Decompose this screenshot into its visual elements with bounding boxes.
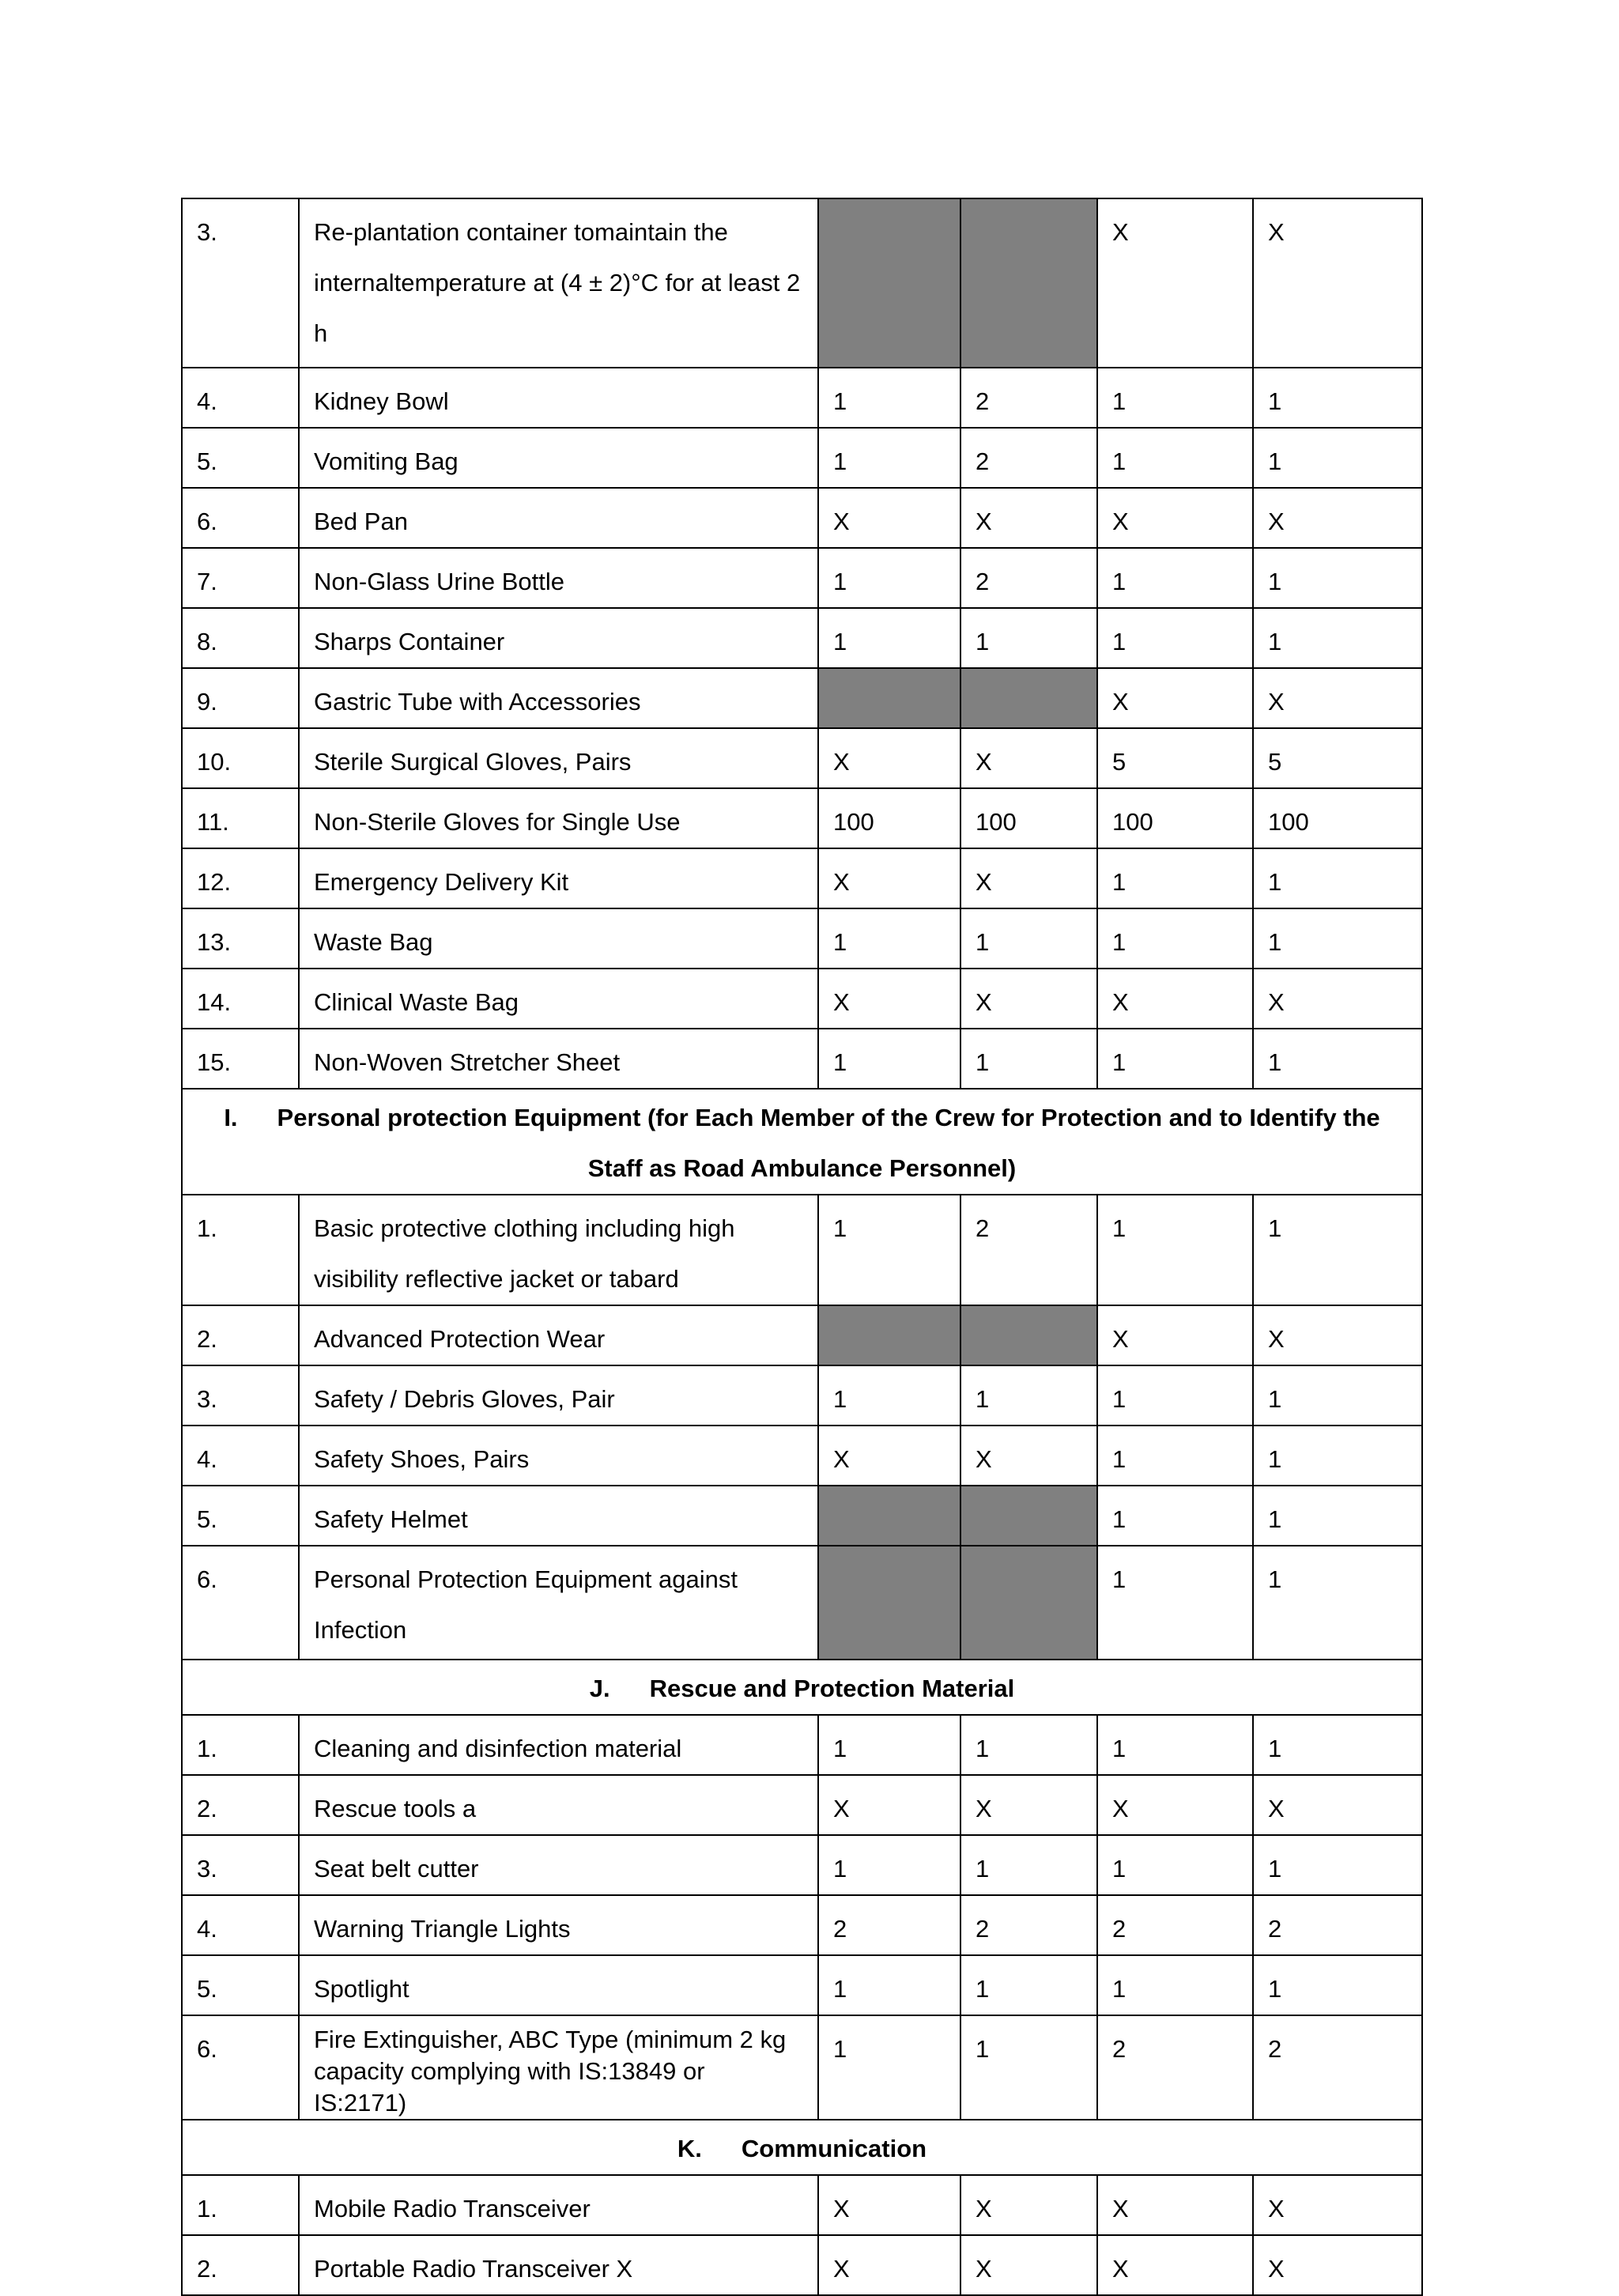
table-row (182, 1715, 1422, 1775)
table-row (182, 728, 1422, 788)
quantity-cell-col2: 2 (960, 548, 1097, 608)
item-number-cell: 5. (182, 428, 299, 488)
quantity-cell-col2: X (960, 728, 1097, 788)
quantity-cell-col4: X (1253, 1775, 1422, 1835)
item-description-cell: Emergency Delivery Kit (299, 848, 818, 908)
quantity-cell-col3: 100 (1097, 788, 1253, 848)
item-description-cell: Spotlight (299, 1955, 818, 2015)
quantity-cell-col3: X (1097, 668, 1253, 728)
table-row (182, 848, 1422, 908)
quantity-cell-col3: 1 (1097, 1955, 1253, 2015)
quantity-cell-col2 (960, 1546, 1097, 1660)
quantity-cell-col1: 1 (818, 1195, 960, 1305)
item-description-cell: Safety Helmet (299, 1486, 818, 1546)
item-description-cell: Rescue tools a (299, 1775, 818, 1835)
section-title: Rescue and Protection Material (649, 1675, 1015, 1702)
item-description-cell: Fire Extinguisher, ABC Type (minimum 2 kg capacity complying with IS:13849 or IS:2171) (299, 2015, 818, 2120)
quantity-cell-col1: 1 (818, 1029, 960, 1089)
quantity-cell-col3: 1 (1097, 1029, 1253, 1089)
item-number-cell: 3. (182, 1365, 299, 1426)
item-description-cell: Vomiting Bag (299, 428, 818, 488)
quantity-cell-col2: 1 (960, 1365, 1097, 1426)
quantity-cell-col4: 1 (1253, 548, 1422, 608)
item-description-cell: Clinical Waste Bag (299, 969, 818, 1029)
table-row (182, 608, 1422, 668)
section-title: Communication (741, 2135, 927, 2162)
quantity-cell-col2: 1 (960, 1835, 1097, 1895)
quantity-cell-col4: X (1253, 2175, 1422, 2235)
item-description-cell: Gastric Tube with Accessories (299, 668, 818, 728)
item-number-cell: 6. (182, 2015, 299, 2120)
quantity-cell-col1 (818, 198, 960, 368)
quantity-cell-col1: X (818, 488, 960, 548)
item-description-cell: Safety Shoes, Pairs (299, 1426, 818, 1486)
quantity-cell-col4: X (1253, 1305, 1422, 1365)
quantity-cell-col4: 100 (1253, 788, 1422, 848)
table-row (182, 1486, 1422, 1546)
item-number-cell: 4. (182, 1895, 299, 1955)
quantity-cell-col4: 1 (1253, 1486, 1422, 1546)
item-number-cell: 5. (182, 1955, 299, 2015)
quantity-cell-col3: 1 (1097, 1715, 1253, 1775)
quantity-cell-col2: 1 (960, 2015, 1097, 2120)
item-number-cell: 2. (182, 1775, 299, 1835)
table-row (182, 488, 1422, 548)
quantity-cell-col2: X (960, 848, 1097, 908)
item-description-cell: Warning Triangle Lights (299, 1895, 818, 1955)
quantity-cell-col1: X (818, 2235, 960, 2295)
quantity-cell-col4: 1 (1253, 1546, 1422, 1660)
table-row (182, 1835, 1422, 1895)
table-row (182, 1195, 1422, 1305)
table-row (182, 2175, 1422, 2235)
item-description-cell: Advanced Protection Wear (299, 1305, 818, 1365)
section-letter: I. (224, 1104, 238, 1131)
quantity-cell-col4: 1 (1253, 1029, 1422, 1089)
item-number-cell: 10. (182, 728, 299, 788)
section-header-row (182, 2120, 1422, 2175)
item-number-cell: 13. (182, 908, 299, 969)
table-row (182, 368, 1422, 428)
quantity-cell-col1: X (818, 728, 960, 788)
quantity-cell-col2 (960, 198, 1097, 368)
quantity-cell-col1: X (818, 969, 960, 1029)
quantity-cell-col2: 1 (960, 908, 1097, 969)
quantity-cell-col4: 1 (1253, 428, 1422, 488)
section-header-row (182, 1089, 1422, 1195)
section-header-cell (182, 2120, 1422, 2175)
quantity-cell-col3: X (1097, 488, 1253, 548)
item-number-cell: 2. (182, 2235, 299, 2295)
quantity-cell-col4: 1 (1253, 1715, 1422, 1775)
quantity-cell-col1: 1 (818, 368, 960, 428)
quantity-cell-col3: 1 (1097, 848, 1253, 908)
section-header-cell (182, 1089, 1422, 1195)
quantity-cell-col4: X (1253, 488, 1422, 548)
quantity-cell-col1 (818, 668, 960, 728)
quantity-cell-col3: 1 (1097, 1195, 1253, 1305)
quantity-cell-col4: 1 (1253, 848, 1422, 908)
quantity-cell-col4: X (1253, 2235, 1422, 2295)
quantity-cell-col4: X (1253, 198, 1422, 368)
quantity-cell-col1: 1 (818, 548, 960, 608)
quantity-cell-col4: 2 (1253, 2015, 1422, 2120)
quantity-cell-col1: 1 (818, 608, 960, 668)
item-number-cell: 3. (182, 198, 299, 368)
quantity-cell-col1: X (818, 1775, 960, 1835)
quantity-cell-col4: 1 (1253, 1426, 1422, 1486)
quantity-cell-col1: 1 (818, 1365, 960, 1426)
item-description-cell: Mobile Radio Transceiver (299, 2175, 818, 2235)
quantity-cell-col1: X (818, 848, 960, 908)
quantity-cell-col1 (818, 1486, 960, 1546)
quantity-cell-col3: 1 (1097, 1835, 1253, 1895)
quantity-cell-col3: 5 (1097, 728, 1253, 788)
quantity-cell-col1: 1 (818, 1715, 960, 1775)
quantity-cell-col1: 2 (818, 1895, 960, 1955)
quantity-cell-col4: 1 (1253, 908, 1422, 969)
quantity-cell-col2: X (960, 488, 1097, 548)
quantity-cell-col4: X (1253, 668, 1422, 728)
quantity-cell-col1: 1 (818, 908, 960, 969)
quantity-cell-col1: X (818, 1426, 960, 1486)
quantity-cell-col3: X (1097, 2235, 1253, 2295)
item-number-cell: 1. (182, 1195, 299, 1305)
quantity-cell-col4: 1 (1253, 1195, 1422, 1305)
item-description-cell: Safety / Debris Gloves, Pair (299, 1365, 818, 1426)
quantity-cell-col4: 1 (1253, 368, 1422, 428)
item-number-cell: 5. (182, 1486, 299, 1546)
quantity-cell-col4: X (1253, 969, 1422, 1029)
quantity-cell-col2 (960, 1305, 1097, 1365)
quantity-cell-col4: 1 (1253, 608, 1422, 668)
quantity-cell-col3: X (1097, 1305, 1253, 1365)
quantity-cell-col1 (818, 1546, 960, 1660)
table-row (182, 1775, 1422, 1835)
quantity-cell-col2: 2 (960, 428, 1097, 488)
item-number-cell: 6. (182, 488, 299, 548)
quantity-cell-col2: X (960, 2235, 1097, 2295)
item-description-cell: Kidney Bowl (299, 368, 818, 428)
item-description-cell: Non-Glass Urine Bottle (299, 548, 818, 608)
quantity-cell-col2: 1 (960, 1029, 1097, 1089)
table-row (182, 198, 1422, 368)
item-number-cell: 9. (182, 668, 299, 728)
quantity-cell-col3: 1 (1097, 1365, 1253, 1426)
quantity-cell-col4: 1 (1253, 1365, 1422, 1426)
quantity-cell-col2: 2 (960, 1195, 1097, 1305)
item-description-cell: Bed Pan (299, 488, 818, 548)
quantity-cell-col3: 1 (1097, 608, 1253, 668)
table-row (182, 548, 1422, 608)
table-row (182, 1305, 1422, 1365)
quantity-cell-col2 (960, 668, 1097, 728)
section-header-row (182, 1660, 1422, 1715)
item-description-cell: Cleaning and disinfection material (299, 1715, 818, 1775)
quantity-cell-col1: 1 (818, 428, 960, 488)
quantity-cell-col1: 1 (818, 1835, 960, 1895)
quantity-cell-col3: X (1097, 2175, 1253, 2235)
item-number-cell: 4. (182, 368, 299, 428)
item-number-cell: 3. (182, 1835, 299, 1895)
item-number-cell: 2. (182, 1305, 299, 1365)
item-description-cell: Personal Protection Equipment against Infection (299, 1546, 818, 1660)
quantity-cell-col4: 5 (1253, 728, 1422, 788)
table-row (182, 969, 1422, 1029)
item-description-cell: Non-Sterile Gloves for Single Use (299, 788, 818, 848)
quantity-cell-col2: 1 (960, 1955, 1097, 2015)
item-description-cell: Seat belt cutter (299, 1835, 818, 1895)
quantity-cell-col2: 1 (960, 608, 1097, 668)
quantity-cell-col1: 1 (818, 2015, 960, 2120)
table-row (182, 1955, 1422, 2015)
quantity-cell-col2: X (960, 1775, 1097, 1835)
table-row (182, 668, 1422, 728)
quantity-cell-col1 (818, 1305, 960, 1365)
item-number-cell: 8. (182, 608, 299, 668)
quantity-cell-col2: 100 (960, 788, 1097, 848)
item-description-cell: Sterile Surgical Gloves, Pairs (299, 728, 818, 788)
item-number-cell: 15. (182, 1029, 299, 1089)
quantity-cell-col4: 2 (1253, 1895, 1422, 1955)
quantity-cell-col2: X (960, 2175, 1097, 2235)
table-row (182, 1895, 1422, 1955)
table-row (182, 788, 1422, 848)
quantity-cell-col2: 2 (960, 368, 1097, 428)
item-number-cell: 11. (182, 788, 299, 848)
item-number-cell: 1. (182, 2175, 299, 2235)
quantity-cell-col1: X (818, 2175, 960, 2235)
item-number-cell: 4. (182, 1426, 299, 1486)
quantity-cell-col3: 1 (1097, 428, 1253, 488)
item-number-cell: 1. (182, 1715, 299, 1775)
table-row (182, 1546, 1422, 1660)
quantity-cell-col3: 1 (1097, 1546, 1253, 1660)
item-number-cell: 6. (182, 1546, 299, 1660)
quantity-cell-col3: X (1097, 969, 1253, 1029)
quantity-cell-col3: 1 (1097, 908, 1253, 969)
quantity-cell-col3: X (1097, 1775, 1253, 1835)
table-row (182, 1426, 1422, 1486)
table-row (182, 1365, 1422, 1426)
table-row (182, 2235, 1422, 2295)
quantity-cell-col2: X (960, 1426, 1097, 1486)
item-description-cell: Basic protective clothing including high visibility reflective jacket or tabard (299, 1195, 818, 1305)
quantity-cell-col3: 1 (1097, 1426, 1253, 1486)
item-number-cell: 12. (182, 848, 299, 908)
quantity-cell-col4: 1 (1253, 1955, 1422, 2015)
section-header-cell (182, 1660, 1422, 1715)
quantity-cell-col1: 1 (818, 1955, 960, 2015)
section-letter: K. (677, 2135, 702, 2162)
item-description-cell: Non-Woven Stretcher Sheet (299, 1029, 818, 1089)
equipment-table (181, 198, 1423, 2296)
quantity-cell-col2 (960, 1486, 1097, 1546)
quantity-cell-col1: 100 (818, 788, 960, 848)
item-description-cell: Sharps Container (299, 608, 818, 668)
table-row (182, 908, 1422, 969)
quantity-cell-col3: X (1097, 198, 1253, 368)
table-row (182, 2015, 1422, 2120)
item-number-cell: 7. (182, 548, 299, 608)
section-letter: J. (589, 1675, 610, 1702)
quantity-cell-col4: 1 (1253, 1835, 1422, 1895)
quantity-cell-col2: 1 (960, 1715, 1097, 1775)
quantity-cell-col3: 1 (1097, 1486, 1253, 1546)
quantity-cell-col3: 1 (1097, 548, 1253, 608)
quantity-cell-col2: X (960, 969, 1097, 1029)
quantity-cell-col3: 1 (1097, 368, 1253, 428)
quantity-cell-col3: 2 (1097, 2015, 1253, 2120)
item-description-cell: Re-plantation container tomaintain the internaltemperature at (4 ± 2)°C for at least 2 h (299, 198, 818, 368)
item-number-cell: 14. (182, 969, 299, 1029)
table-row (182, 428, 1422, 488)
section-title: Personal protection Equipment (for Each Member of the Crew for Protection and to Identify the Staff as Road Ambulance Personnel) (277, 1104, 1380, 1182)
quantity-cell-col2: 2 (960, 1895, 1097, 1955)
table-row (182, 1029, 1422, 1089)
item-description-cell: Waste Bag (299, 908, 818, 969)
item-description-cell: Portable Radio Transceiver X (299, 2235, 818, 2295)
quantity-cell-col3: 2 (1097, 1895, 1253, 1955)
